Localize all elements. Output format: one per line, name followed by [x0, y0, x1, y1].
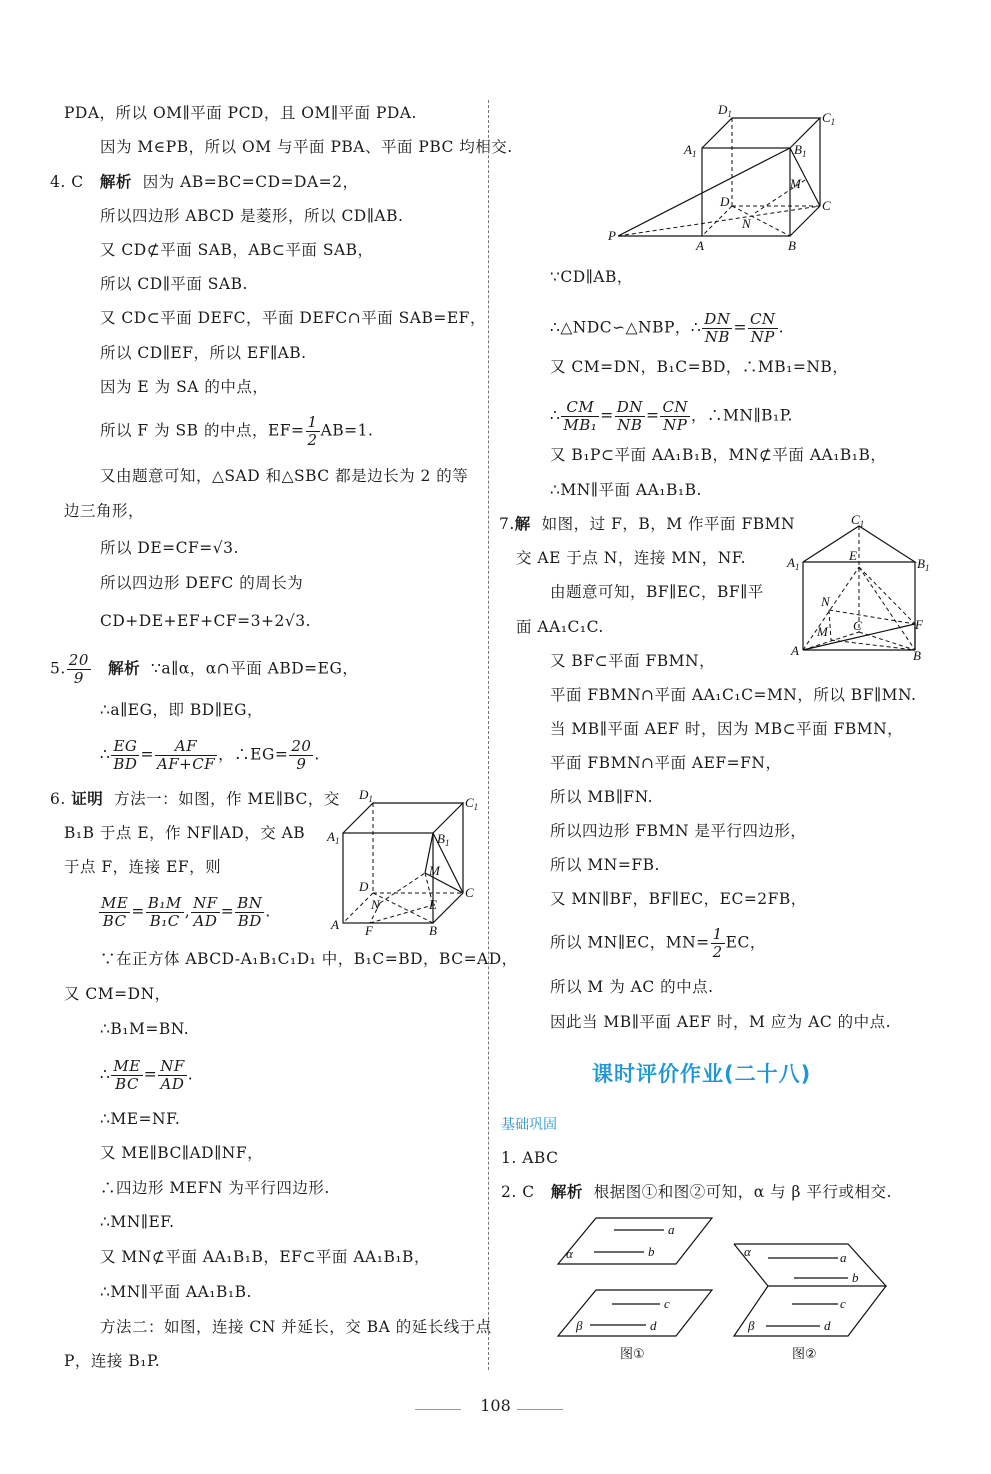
text-line: 因为 E 为 SA 的中点， — [100, 378, 269, 396]
text: 所以 MN∥EC，MN= — [550, 933, 710, 952]
text-line: 所以 DE=CF=√3. — [100, 539, 239, 557]
text-line: ∴a∥EG，即 BD∥EG， — [100, 701, 264, 719]
section-title-text: 课时评价作业(二十八) — [592, 1062, 812, 1086]
fraction — [67, 652, 91, 687]
text: ∴ — [550, 406, 561, 425]
denominator: MB₁ — [563, 416, 598, 434]
svg-text:A: A — [696, 238, 704, 253]
fraction — [155, 738, 217, 773]
plane-figure-2 — [728, 1240, 898, 1370]
fraction — [711, 926, 725, 961]
text-line: CD+DE+EF+CF=3+2√3. — [100, 612, 312, 630]
denominator: AF+CF — [156, 755, 216, 773]
fraction — [111, 1058, 142, 1093]
numerator: CM — [561, 399, 599, 417]
fraction — [660, 399, 690, 434]
text: 根据图①和图②可知，α 与 β 平行或相交. — [593, 1183, 892, 1201]
fraction — [191, 895, 220, 930]
svg-text:A: A — [331, 917, 339, 932]
svg-text:D1: $D_1$ — [359, 787, 373, 804]
numerator: NF — [160, 1057, 185, 1075]
denominator: NP — [750, 328, 775, 346]
fraction — [748, 311, 778, 346]
svg-text:N: N — [742, 216, 751, 231]
denominator: 2 — [307, 431, 318, 449]
svg-text:P: P — [608, 228, 616, 243]
denominator: BC — [102, 912, 127, 930]
text-line: 交 AE 于点 N，连接 MN，NF. — [516, 549, 747, 567]
text-line: B₁B 于点 E，作 NF∥AD，交 AB — [64, 824, 306, 842]
text-line: ∴ME=NF. — [100, 1110, 181, 1128]
denominator: AD — [160, 1075, 185, 1093]
svg-text:c: c — [664, 1296, 670, 1311]
svg-text:A1: $A_1$ — [684, 142, 697, 159]
text: EC， — [725, 933, 766, 952]
figure-caption: 图② — [792, 1347, 817, 1362]
svg-text:F: F — [365, 923, 373, 938]
svg-text:α: α — [566, 1246, 573, 1261]
fraction — [111, 738, 139, 773]
text-line: 因为 M∈PB，所以 OM 与平面 PBA、平面 PBC 均相交. — [100, 138, 513, 156]
cube-figure-q6 — [325, 785, 485, 940]
text-line: 所以 MN=FB. — [550, 856, 660, 874]
svg-text:a: a — [668, 1222, 675, 1237]
svg-text:B: B — [788, 238, 796, 253]
numerator: 20 — [291, 737, 312, 755]
text-line: ∴MN∥EF. — [100, 1213, 175, 1231]
svg-text:β: β — [576, 1318, 583, 1333]
question-number: 4. C — [50, 173, 84, 191]
text-line: ∵在正方体 ABCD-A₁B₁C₁D₁ 中，B₁C=BD，BC=AD， — [100, 950, 518, 968]
numerator: CN — [749, 310, 776, 328]
svg-text:c: c — [840, 1296, 846, 1311]
text-line: 所以四边形 ABCD 是菱形，所以 CD∥AB. — [100, 207, 404, 225]
numerator: 1 — [307, 413, 318, 431]
svg-text:b: b — [648, 1244, 655, 1259]
text: ，∴MN∥B₁P. — [691, 406, 793, 425]
text-line: ∴B₁M=BN. — [100, 1020, 190, 1038]
text-line: 所以 CD∥EF，所以 EF∥AB. — [100, 344, 307, 362]
cube-figure-method2 — [600, 98, 860, 258]
svg-text:N: N — [371, 897, 380, 912]
denominator: NP — [663, 416, 688, 434]
numerator: EG — [111, 738, 139, 756]
text-line: 因此当 MB∥平面 AEF 时，M 应为 AC 的中点. — [550, 1013, 892, 1031]
text-line: 又 ME∥BC∥AD∥NF， — [100, 1144, 264, 1162]
numerator: 20 — [68, 651, 89, 669]
text-line: 又 CD⊄平面 SAB，AB⊂平面 SAB， — [100, 241, 374, 259]
numerator: B₁M — [147, 894, 182, 912]
svg-text:M: M — [790, 176, 801, 191]
numerator: AF — [155, 738, 217, 756]
text-line: 所以四边形 FBMN 是平行四边形， — [550, 822, 807, 840]
svg-text:A: A — [791, 643, 799, 658]
question-number: 2. C — [501, 1183, 535, 1201]
svg-text:D: D — [359, 879, 369, 894]
text-line: 又 MN⊄平面 AA₁B₁B，EF⊂平面 AA₁B₁B， — [100, 1248, 430, 1266]
text-line: 所以 M 为 AC 的中点. — [550, 978, 714, 996]
text-line: ∵CD∥AB， — [550, 268, 633, 286]
text-line: ∴ $\frac{CM}{\text{MB₁}}$ = $\frac{DN}{NB}$ = $\frac{CN}{NP}$ ，∴MN∥B₁P. — [550, 398, 793, 434]
text-line: $\frac{ME}{BC}$ = $\frac{\text{B₁M}}{\text{B₁C}}$ , $\frac{NF}{AD}$ = $\frac{BN}{BD}$ . — [101, 894, 271, 930]
text: 方法一：如图，作 ME∥BC，交 — [114, 790, 340, 808]
svg-text:M: M — [817, 624, 828, 639]
answer-4 — [50, 171, 359, 193]
text-line: 又由题意可知，△SAD 和△SBC 都是边长为 2 的等 — [100, 467, 469, 485]
fraction — [235, 895, 264, 930]
text-line: 又 BF⊂平面 FBMN， — [550, 652, 716, 670]
svg-text:a: a — [840, 1250, 847, 1265]
svg-text:N: N — [821, 594, 830, 609]
question-number: 5. — [50, 659, 66, 678]
answer-5 — [50, 652, 358, 687]
svg-text:A1: $A_1$ — [787, 555, 800, 572]
text-line — [100, 414, 373, 449]
text: AB=1. — [320, 421, 374, 440]
denominator: AD — [193, 912, 218, 930]
svg-text:A1: $A_1$ — [327, 829, 340, 846]
subheading: 基础巩固 — [501, 1117, 557, 1133]
fraction — [561, 399, 599, 434]
text-line: 所以 CD∥平面 SAB. — [100, 275, 248, 293]
numerator: DN — [616, 398, 643, 416]
text-line: ∴MN∥平面 AA₁B₁B. — [100, 1283, 252, 1301]
text: ，∴EG= — [218, 745, 289, 764]
text: ∵a∥α，α∩平面 ABD=EG， — [151, 659, 359, 678]
text-line: ∴ $\frac{EG}{BD}$ = $\frac{AF}{AF+CF}$ ，∴EG= $\frac{20}{9}$ . — [100, 737, 320, 773]
text-line: 又 CD⊂平面 DEFC，平面 DEFC∩平面 SAB=EF， — [100, 309, 486, 327]
text-line: 又 CM=DN，B₁C=BD，∴MB₁=NB， — [550, 358, 849, 376]
numerator: BN — [237, 894, 263, 912]
svg-text:B1: $B_1$ — [437, 831, 450, 848]
figure-caption: 图① — [620, 1347, 645, 1362]
text-line: 平面 FBMN∩平面 AA₁C₁C=MN，所以 BF∥MN. — [550, 686, 917, 704]
prism-figure-q7 — [785, 512, 935, 662]
denominator: BD — [237, 912, 262, 930]
svg-text:C: C — [465, 885, 474, 900]
denominator: BD — [113, 755, 138, 773]
svg-text:β: β — [748, 1318, 755, 1333]
numerator: ME — [113, 1057, 141, 1075]
svg-text:C1: $C_1$ — [465, 795, 479, 812]
answer-2 — [501, 1181, 892, 1203]
text-line — [550, 926, 766, 961]
text-line: 所以四边形 DEFC 的周长为 — [100, 574, 304, 592]
text-line: 方法二：如图，连接 CN 并延长，交 BA 的延长线于点 — [100, 1318, 492, 1336]
text-line: ∴ $\frac{ME}{BC}$ = $\frac{NF}{AD}$ . — [100, 1057, 194, 1093]
text-line: P，连接 B₁P. — [64, 1352, 161, 1370]
denominator: BC — [115, 1075, 139, 1093]
text-line: ∴△NDC∽△NBP，∴ $\frac{DN}{NB}$ = $\frac{CN}{NP}$ . — [550, 310, 784, 346]
text-line: 又 CM=DN， — [64, 985, 171, 1003]
denominator: 2 — [712, 943, 723, 961]
plane-figure-1 — [552, 1212, 722, 1372]
denominator: 9 — [73, 669, 84, 687]
numerator: ME — [101, 894, 129, 912]
svg-text:B1: $B_1$ — [917, 556, 930, 573]
text: ∴△NDC∽△NBP，∴ — [550, 318, 702, 337]
text-line: 1. ABC — [501, 1149, 559, 1167]
svg-text:C1: $C_1$ — [822, 110, 836, 127]
fraction — [146, 895, 184, 930]
svg-text:E: E — [429, 897, 437, 912]
svg-text:C: C — [822, 198, 831, 213]
text-line: 又 B₁P⊂平面 AA₁B₁B，MN⊄平面 AA₁B₁B， — [550, 446, 887, 464]
text-line: PDA，所以 OM∥平面 PCD，且 OM∥平面 PDA. — [64, 104, 417, 122]
svg-text:E: E — [849, 548, 857, 563]
question-number: 7. — [499, 515, 515, 533]
denominator: 9 — [296, 755, 307, 773]
svg-text:C1: $C_1$ — [851, 512, 865, 529]
analysis-tag: 解析 — [108, 659, 141, 678]
fraction — [289, 738, 313, 773]
svg-text:M: M — [429, 863, 440, 878]
denominator: NB — [617, 416, 643, 434]
text-line: 又 MN∥BF，BF∥EC，EC=2FB， — [550, 890, 807, 908]
text-line: 当 MB∥平面 AEF 时，因为 MB⊂平面 FBMN， — [550, 720, 904, 738]
text: 所以 F 为 SB 的中点，EF= — [100, 421, 305, 440]
answer-7 — [499, 513, 795, 535]
numerator: 1 — [712, 925, 723, 943]
fraction — [99, 895, 130, 930]
numerator: CN — [662, 398, 689, 416]
svg-text:b: b — [852, 1270, 859, 1285]
text-line: ∴四边形 MEFN 为平行四边形. — [100, 1179, 330, 1197]
text-line: ∴MN∥平面 AA₁B₁B. — [550, 481, 702, 499]
denominator: NB — [704, 328, 730, 346]
question-number: 6. — [50, 790, 66, 808]
svg-text:D1: $D_1$ — [718, 102, 732, 119]
svg-text:α: α — [744, 1244, 751, 1259]
fraction — [615, 399, 645, 434]
proof-tag: 证明 — [71, 790, 104, 808]
svg-text:F: F — [915, 617, 923, 632]
answer-6 — [50, 788, 340, 810]
text-line: 平面 FBMN∩平面 AEF=FN， — [550, 754, 782, 772]
text: 因为 AB=BC=CD=DA=2， — [142, 173, 359, 191]
svg-text:d: d — [824, 1318, 831, 1333]
svg-text:d: d — [650, 1318, 657, 1333]
text: 如图，过 F，B，M 作平面 FBMN — [541, 515, 796, 533]
text-line: 所以 MB∥FN. — [550, 788, 654, 806]
analysis-tag: 解析 — [99, 173, 132, 191]
text-line: 边三角形， — [64, 502, 145, 520]
fraction — [158, 1058, 187, 1093]
svg-text:B: B — [913, 648, 921, 662]
svg-text:D: D — [720, 194, 730, 209]
analysis-tag: 解析 — [550, 1183, 583, 1201]
text: ∴ — [100, 745, 111, 764]
svg-text:C: C — [853, 618, 862, 633]
page-number: 108 — [480, 1396, 511, 1415]
text-line: 由题意可知，BF∥EC，BF∥平 — [550, 583, 764, 601]
text-line: 面 AA₁C₁C. — [516, 618, 604, 636]
fraction — [306, 414, 320, 449]
svg-text:B: B — [429, 923, 437, 938]
text-line: 于点 F，连接 EF，则 — [64, 858, 222, 876]
numerator: DN — [704, 310, 731, 328]
fraction — [702, 311, 732, 346]
numerator: NF — [193, 894, 218, 912]
svg-text:B1: $B_1$ — [794, 142, 807, 159]
denominator: B₁C — [149, 912, 180, 930]
solution-tag: 解 — [514, 515, 531, 533]
column-divider — [488, 100, 489, 1370]
